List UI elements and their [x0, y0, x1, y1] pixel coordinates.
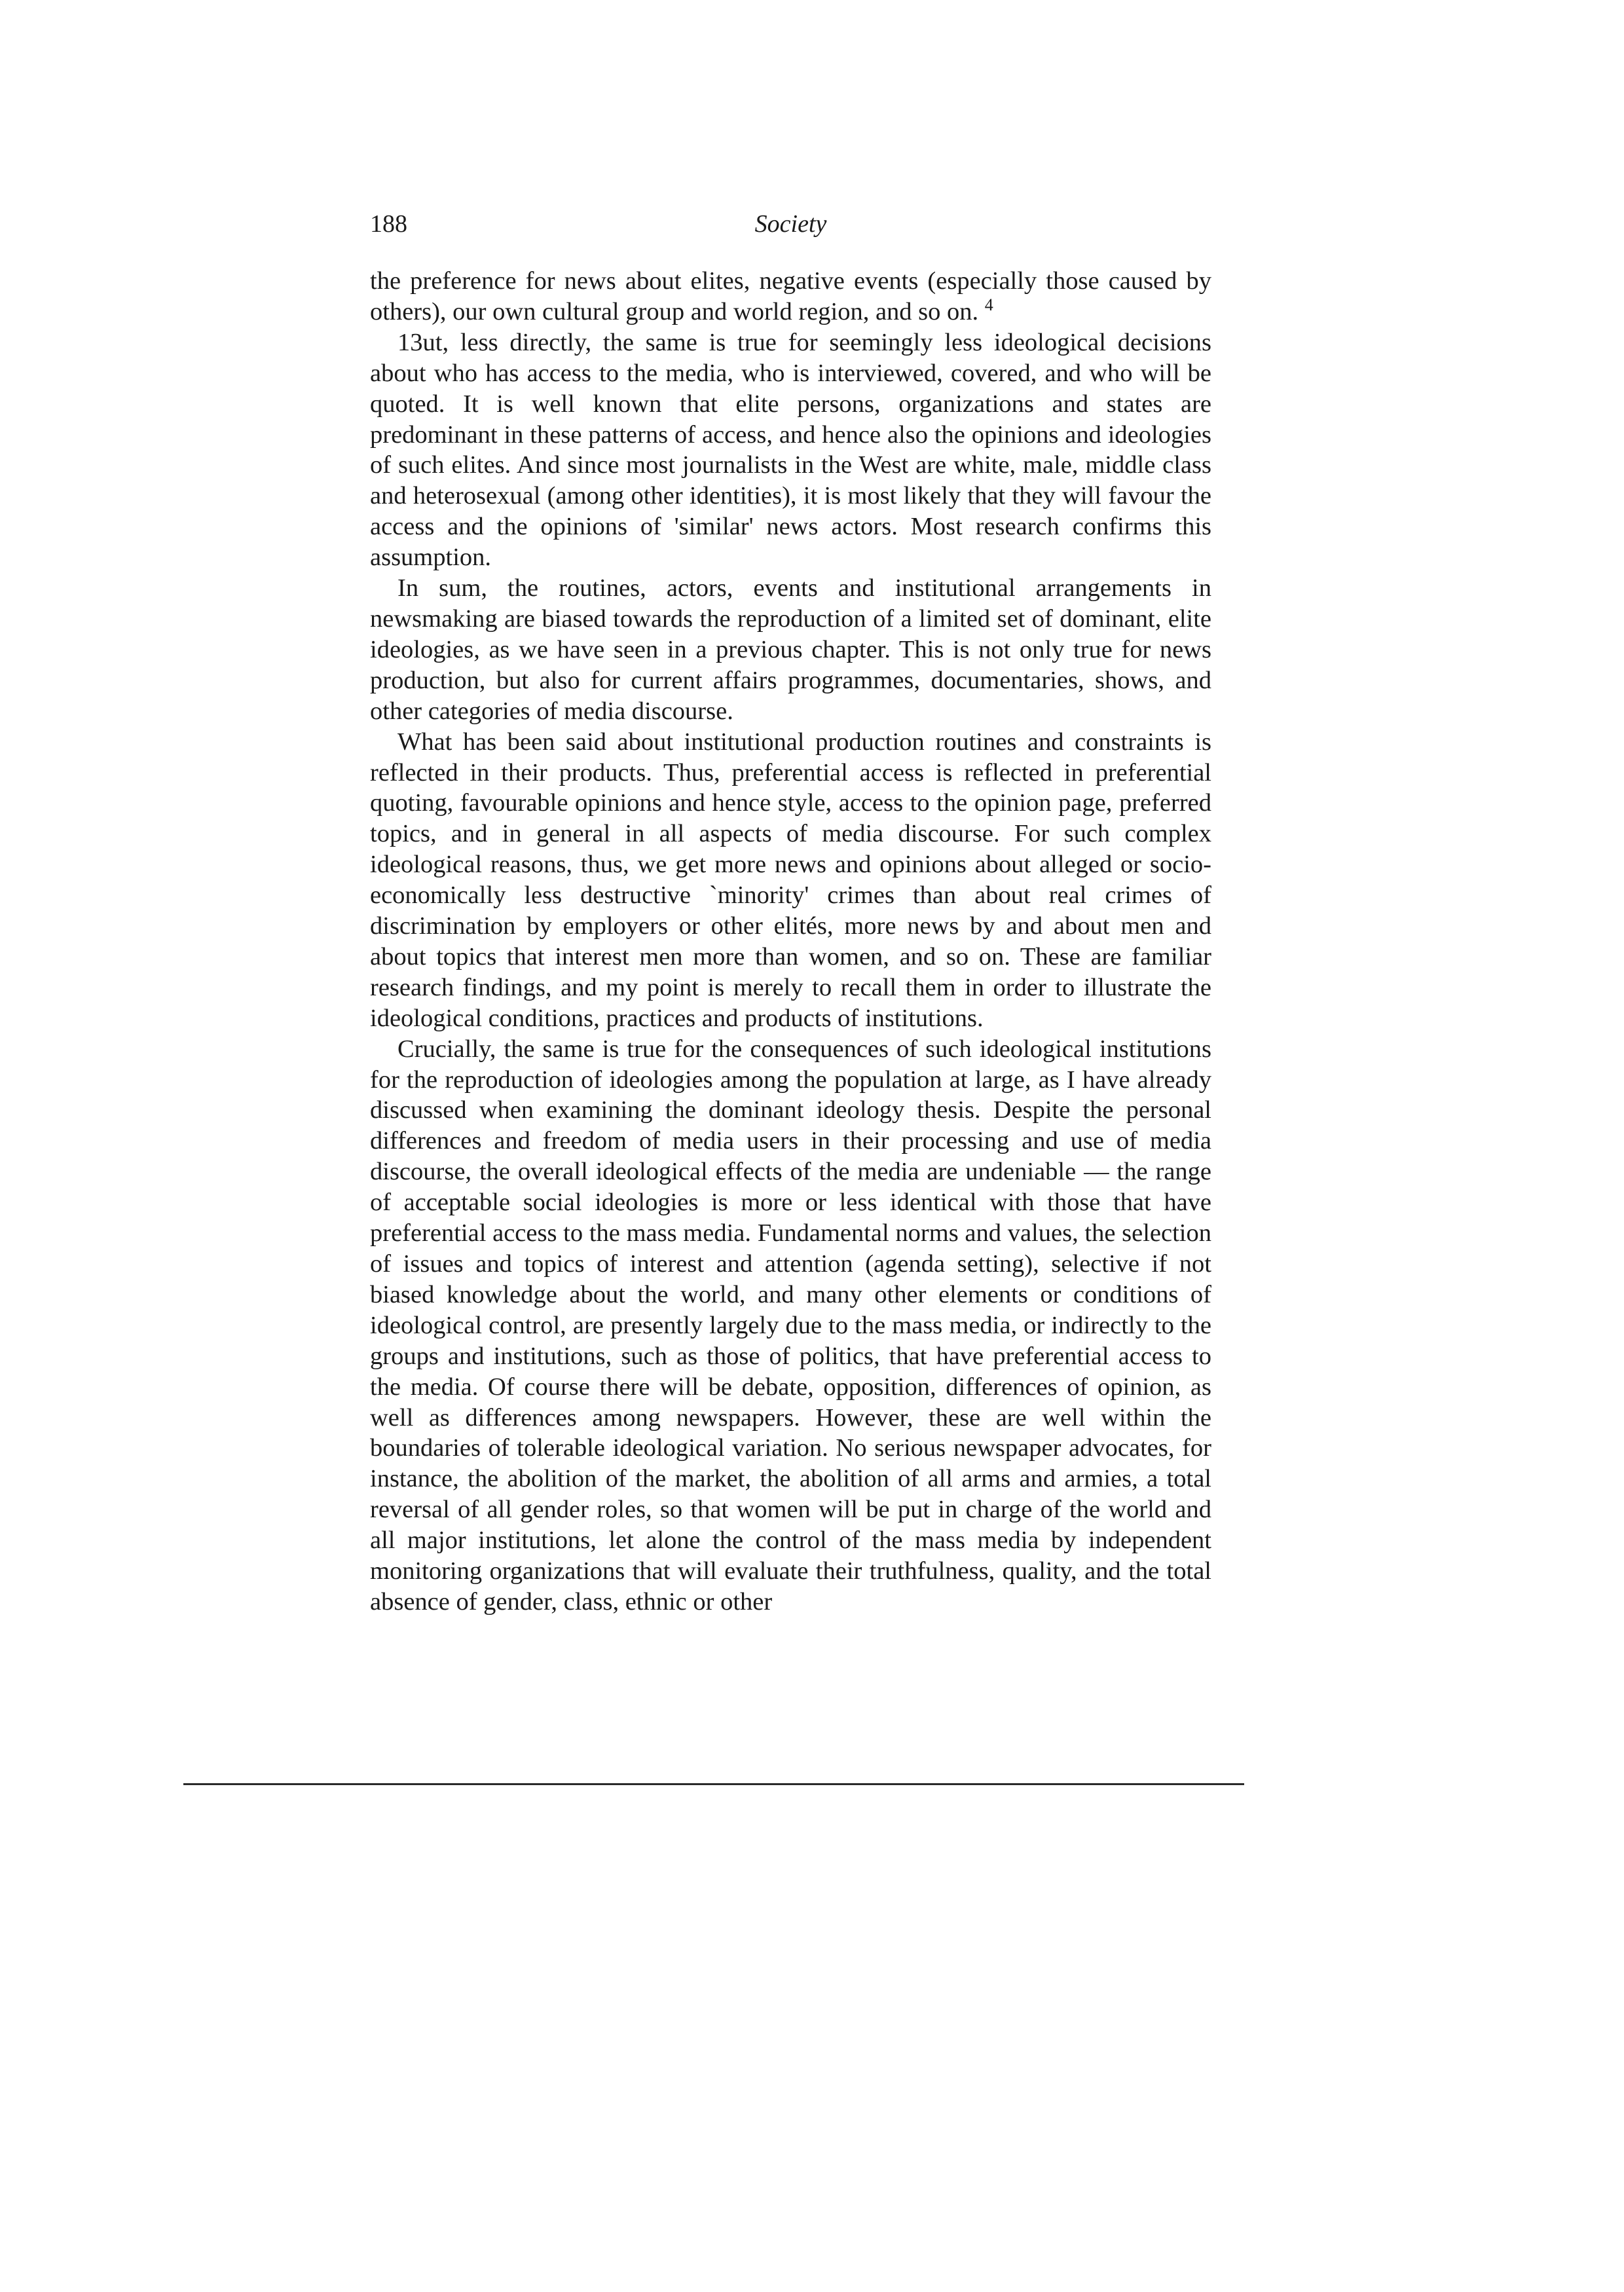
- paragraph-4: What has been said about institutional production routines and constraints is reflected in their products. Thus, preferential access is reflected in preferential quoting, favourable opinions and hence style, access to the opinion page, preferred topics, and in general in all aspects of media discourse. For such complex ideological reasons, thus, we get more news and opinions about alleged or socio-economically less destructive `minority' crimes than about real crimes of discrimination by employers or other elités, more news by and about men and about topics that interest men more than women, and so on. These are familiar research findings, and my point is merely to recall them in order to illustrate the ideological conditions, practices and products of institutions.: [370, 728, 1211, 1032]
- footnote-marker[interactable]: 4: [984, 295, 993, 315]
- paragraph-1-text: the preference for news about elites, negative events (especially those caused by others), our own cultural group and world region, and so on.: [370, 267, 1211, 325]
- page-number: 188: [370, 210, 407, 238]
- paragraph-1: [370, 266, 1211, 327]
- page-header: [370, 204, 1211, 244]
- footer-rule: [183, 1783, 1244, 1785]
- body-text: [370, 266, 1211, 1617]
- paragraph-5: Crucially, the same is true for the consequences of such ideological institutions for the reproduction of ideologies among the population at large, as I have already discussed when examining the dominant ideology thesis. Despite the personal differences and freedom of media users in their processing and use of media discourse, the overall ideological effects of the media are undeniable — the range of acceptable social ideologies is more or less identical with those that have preferential access to the mass media. Fundamental norms and values, the selection of issues and topics of interest and attention (agenda setting), selective if not biased knowledge about the world, and many other elements or conditions of ideological control, are presently largely due to the mass media, or indirectly to the groups and institutions, such as those of politics, that have preferential access to the media. Of course there will be debate, opposition, differences of opinion, as well as differences among newspapers. However, these are well within the boundaries of tolerable ideological variation. No serious newspaper advocates, for instance, the abolition of the market, the abolition of all arms and armies, a total reversal of all gender roles, so that women will be put in charge of the world and all major institutions, let alone the control of the mass media by independent monitoring organizations that will evaluate their truthfulness, quality, and the total absence of gender, class, ethnic or other: [370, 1035, 1211, 1616]
- running-title: Society: [754, 210, 827, 238]
- paragraph-2: 13ut, less directly, the same is true for seemingly less ideological decisions about who has access to the media, who is interviewed, covered, and who will be quoted. It is well known that elite persons, organizations and states are predominant in these patterns of access, and hence also the opinions and ideologies of such elites. And since most journalists in the West are white, male, middle class and heterosexual (among other identities), it is most likely that they will favour the access and the opinions of 'similar' news actors. Most research confirms this assumption.: [370, 328, 1211, 572]
- paragraph-3: In sum, the routines, actors, events and institutional arrangements in newsmaking are biased towards the reproduction of a limited set of dominant, elite ideologies, as we have seen in a previous chapter. This is not only true for news production, but also for current affairs programmes, documentaries, shows, and other categories of media discourse.: [370, 574, 1211, 725]
